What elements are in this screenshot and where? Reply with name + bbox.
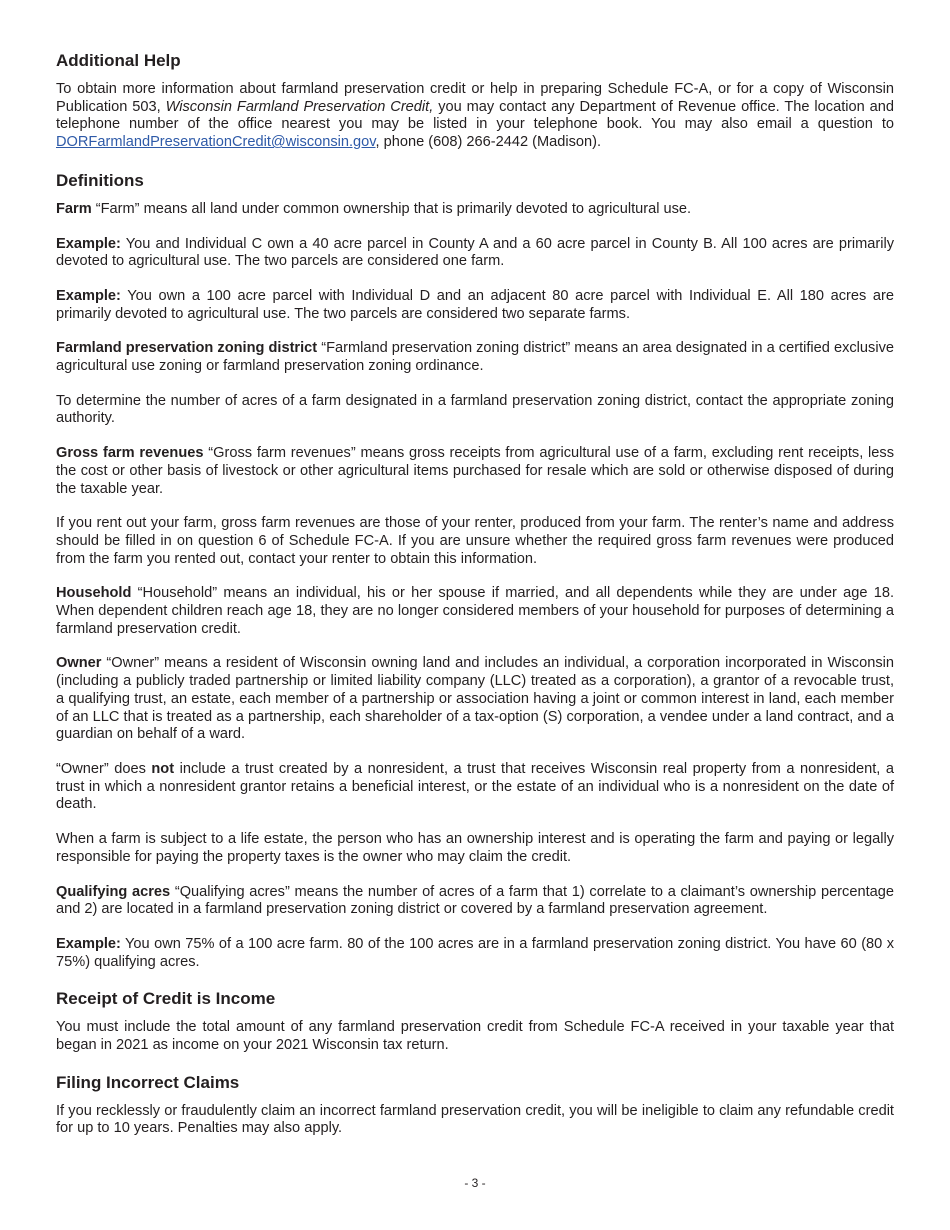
owner-life-estate: When a farm is subject to a life estate, the person who has an ownership interest and is operating the farm and paying or legally responsible for paying the property taxes is the owner who may claim the credit.	[56, 831, 894, 865]
example-text: You and Individual C own a 40 acre parcel in County A and a 60 acre parcel in County B. All 100 acres are primarily devoted to agricultural use. The two parcels are considered one farm.	[56, 235, 894, 270]
example-label: Example:	[56, 935, 121, 952]
text-span: you may contact any Department of Revenue office. The location and telephone number of the office nearest you may be listed in your telephone book. You may also email a question to	[56, 98, 894, 133]
definition-text: “Qualifying acres” means the number of acres of a farm that 1) correlate to a claimant’s ownership percentage and 2) are located in a farmland preservation zoning district or covered by a farmland preservation agreement.	[56, 883, 894, 918]
definition-fpzd	[56, 340, 894, 375]
term-farm: Farm	[56, 200, 92, 217]
page-number: - 3 -	[464, 1176, 486, 1190]
example-paragraph	[56, 288, 894, 323]
heading-filing-incorrect-claims: Filing Incorrect Claims	[56, 1072, 240, 1092]
receipt-paragraph: You must include the total amount of any farmland preservation credit from Schedule FC-A received in your taxable year that began in 2021 as income on your 2021 Wisconsin tax return.	[56, 1019, 894, 1054]
definition-household	[56, 585, 894, 638]
term-qualifying-acres: Qualifying acres	[56, 883, 171, 900]
additional-help-paragraph	[56, 81, 894, 152]
section-definitions	[56, 170, 894, 972]
heading-definitions: Definitions	[56, 170, 144, 190]
example-text: You own 75% of a 100 acre farm. 80 of the 100 acres are in a farmland preservation zoning district. You have 60 (80 x 75%) qualifying acres.	[56, 935, 894, 970]
example-label: Example:	[56, 235, 121, 252]
fpzd-note: To determine the number of acres of a farm designated in a farmland preservation zoning district, contact the appropriate zoning authority.	[56, 392, 894, 427]
definition-text: “Farm” means all land under common ownership that is primarily devoted to agricultural use.	[91, 200, 692, 217]
publication-title: Wisconsin Farmland Preservation Credit,	[165, 98, 434, 115]
example-label: Example:	[56, 287, 121, 304]
definition-text: “Owner” means a resident of Wisconsin owning land and includes an individual, a corporation incorporated in Wisconsin (including a publicly traded partnership or limited liability company (LLC) treated as a corporation), a grantor of a revocable trust, a qualifying trust, an estate, each member of a partnership or association having a joint or common interest in land, each member of an LLC that is treated as a partnership, each shareholder of a tax-option (S) corporation, a vendee under a land contract, and a guardian on behalf of a ward.	[56, 655, 894, 743]
section-additional-help	[56, 50, 894, 152]
definition-qualifying-acres	[56, 884, 894, 919]
filing-paragraph: If you recklessly or fraudulently claim an incorrect farmland preservation credit, you will be ineligible to claim any refundable credit for up to 10 years. Penalties may also apply.	[56, 1102, 894, 1137]
gross-farm-revenues-note: If you rent out your farm, gross farm revenues are those of your renter, produced from your farm. The renter’s name and address should be filled in on question 6 of Schedule FC-A. If you are unsure whether the required gross farm revenues were produced from the farm you rented out, contact your renter to obtain this information.	[56, 515, 894, 567]
document-page	[56, 50, 894, 1155]
example-paragraph	[56, 936, 894, 971]
term-gross-farm-revenues: Gross farm revenues	[56, 445, 204, 462]
definition-text: “Household” means an individual, his or her spouse if married, and all dependents while they are under age 18. When dependent children reach age 18, they are no longer considered members of your household for purposes of determining a farmland preservation credit.	[56, 585, 894, 637]
section-filing-incorrect-claims	[56, 1072, 894, 1138]
definition-gross-farm-revenues	[56, 445, 894, 498]
term-fpzd: Farmland preservation zoning district	[56, 340, 318, 357]
definition-text: “Gross farm revenues” means gross receipts from agricultural use of a farm, excluding rent receipts, less the cost or other basis of livestock or other agricultural items purchased for resale which are sold or otherwise disposed of during the taxable year.	[56, 445, 894, 497]
emphasis-not: not	[151, 760, 175, 777]
example-text: You own a 100 acre parcel with Individual D and an adjacent 80 acre parcel with Individual E. All 180 acres are primarily devoted to agricultural use. The two parcels are considered two separate farms.	[56, 287, 894, 322]
email-link[interactable]: DORFarmlandPreservationCredit@wisconsin.gov	[56, 134, 376, 151]
example-paragraph	[56, 236, 894, 271]
text-span: include a trust created by a nonresident, a trust that receives Wisconsin real property from a nonresident, a trust in which a nonresident grantor retains a beneficial interest, or the estate of an individual who is a nonresident on the date of death.	[56, 760, 894, 813]
definition-text: “Farmland preservation zoning district” means an area designated in a certified exclusive agricultural use zoning or farmland preservation zoning ordinance.	[56, 340, 894, 375]
definition-farm	[56, 201, 894, 219]
owner-exclusions	[56, 761, 894, 814]
section-receipt-of-credit	[56, 988, 894, 1054]
text-span: To obtain more information about farmland preservation credit or help in preparing Schedule FC-A, or for a copy of Wisconsin Publication 503,	[56, 81, 894, 115]
text-span: , phone (608) 266-2442 (Madison).	[375, 134, 602, 151]
term-household: Household	[56, 585, 132, 602]
term-owner: Owner	[56, 655, 102, 672]
heading-receipt-of-credit: Receipt of Credit is Income	[56, 989, 276, 1009]
text-span: “Owner” does	[56, 760, 152, 777]
definition-owner	[56, 655, 894, 744]
heading-additional-help: Additional Help	[56, 51, 181, 70]
